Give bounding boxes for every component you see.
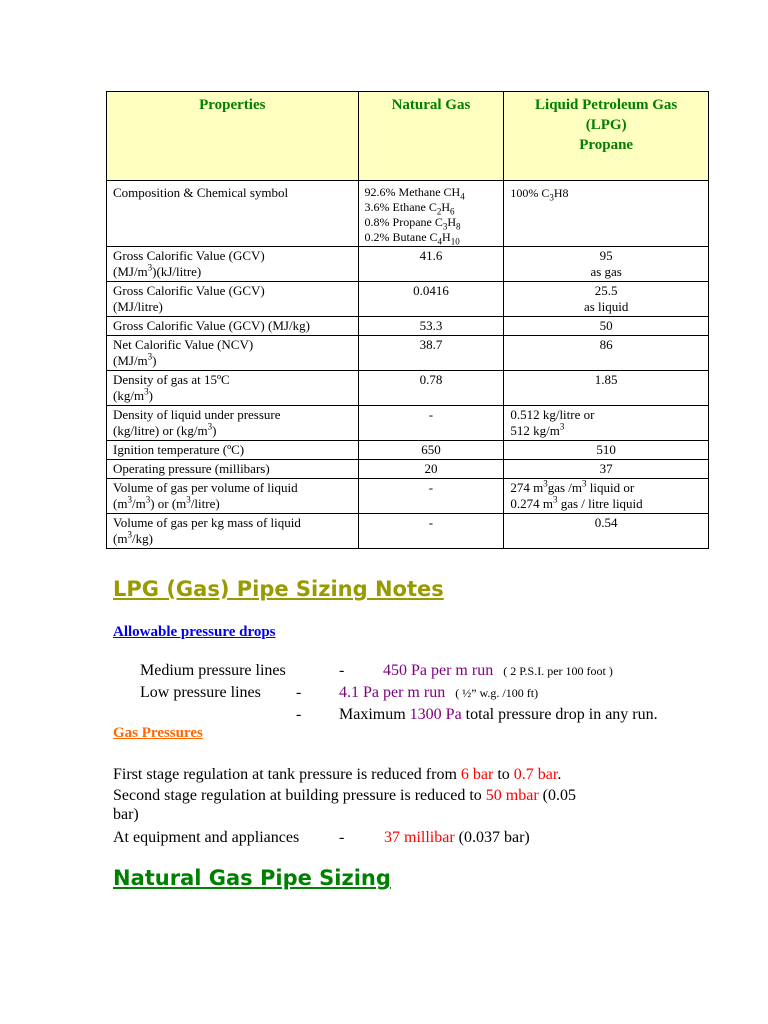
table-row [107, 406, 709, 441]
second-stage-cont: bar) [113, 806, 139, 823]
property-line: $(m^3/m^3)$ or $(m^3/litre)$ [113, 494, 220, 511]
max-dash: - [296, 706, 302, 723]
medium-dash: - [339, 662, 345, 679]
equipment-suffix: (0.037 bar) [458, 829, 530, 846]
lpg-line: 95 [599, 248, 613, 263]
cell-lpg: 510 [504, 441, 709, 460]
low-dash: - [296, 684, 302, 701]
first-stage-to: 0.7 bar [513, 766, 558, 783]
composition-line: 0.8% Propane $C_3H_8$ [364, 215, 461, 232]
table-row [107, 460, 709, 479]
property-line: $(m^3/kg)$ [113, 529, 153, 546]
header-lpg [504, 92, 709, 181]
cell-lpg: 100% $C_3H8$ [504, 181, 709, 247]
table-row [107, 247, 709, 282]
second-stage-line [113, 787, 576, 805]
header-natural-gas: Natural Gas [358, 92, 504, 181]
low-note: ( ½” w.g. /100 ft) [455, 686, 539, 700]
cell-natural-gas: 53.3 [358, 317, 504, 336]
cell-natural-gas: 38.7 [358, 336, 504, 371]
max-suffix: total pressure drop in any run. [465, 706, 658, 723]
first-stage-line [113, 766, 561, 784]
cell-lpg: 86 [504, 336, 709, 371]
cell-property [107, 371, 359, 406]
property-line: Volume of gas per kg mass of liquid [113, 515, 301, 530]
property-line: $(kg/m^3)$ [113, 386, 153, 403]
cell-natural-gas: 650 [358, 441, 504, 460]
lpg-line: 0.512 kg/litre or [510, 407, 595, 422]
table-row [107, 317, 709, 336]
cell-property [107, 247, 359, 282]
natural-gas-pipe-sizing-heading: Natural Gas Pipe Sizing [113, 866, 391, 890]
first-stage-prefix: First stage regulation at tank pressure is reduced from [113, 766, 457, 783]
header-properties: Properties [107, 92, 359, 181]
table-row [107, 371, 709, 406]
max-prefix: Maximum [339, 706, 406, 723]
cell-property [107, 514, 359, 549]
lpg-pipe-sizing-heading: LPG (Gas) Pipe Sizing Notes [113, 577, 444, 601]
lpg-line: as liquid [583, 299, 629, 314]
cell-property [107, 336, 359, 371]
property-line: (MJ/litre) [113, 299, 163, 314]
cell-lpg: 50 [504, 317, 709, 336]
cell-natural-gas [358, 181, 504, 247]
cell-natural-gas: 20 [358, 460, 504, 479]
property-line: Density of liquid under pressure [113, 407, 281, 422]
header-lpg-line3: Propane [579, 137, 634, 153]
cell-natural-gas: 41.6 [358, 247, 504, 282]
cell-property: Operating pressure (millibars) [107, 460, 359, 479]
cell-natural-gas: - [358, 406, 504, 441]
property-line: Gross Calorific Value (GCV) [113, 283, 265, 298]
gas-pressures-heading: Gas Pressures [113, 725, 203, 741]
cell-lpg [504, 282, 709, 317]
second-stage-value: 50 mbar [485, 787, 539, 804]
table-row [107, 479, 709, 514]
first-stage-to-word: to [497, 766, 510, 783]
medium-pressure-line [140, 662, 286, 680]
table-row [107, 441, 709, 460]
cell-property [107, 406, 359, 441]
lpg-line: 0.274 $m^3$ gas / litre liquid [510, 494, 643, 511]
table-row [107, 514, 709, 549]
cell-lpg [504, 406, 709, 441]
table-row [107, 282, 709, 317]
medium-value-line [383, 662, 613, 680]
cell-lpg [504, 479, 709, 514]
allowable-pressure-drops-heading: Allowable pressure drops [113, 624, 276, 640]
medium-note: ( 2 P.S.I. per 100 foot ) [503, 664, 613, 678]
property-line: Net Calorific Value (NCV) [113, 337, 254, 352]
table-row [107, 336, 709, 371]
equipment-label: At equipment and appliances [113, 829, 300, 846]
first-stage-from: 6 bar [460, 766, 494, 783]
low-value-line [339, 684, 538, 702]
property-line: (kg/litre) or $(kg/m^3)$ [113, 421, 217, 438]
header-lpg-line1: Liquid Petroleum Gas [535, 97, 678, 113]
cell-property [107, 282, 359, 317]
property-line: Gross Calorific Value (GCV) [113, 248, 265, 263]
table-header-row [107, 92, 709, 181]
cell-property: Composition & Chemical symbol [107, 181, 359, 247]
second-stage-prefix: Second stage regulation at building pressure is reduced to [113, 787, 482, 804]
property-line: Volume of gas per volume of liquid [113, 480, 298, 495]
header-lpg-line2: (LPG) [585, 117, 627, 133]
lpg-line: 274 $m^3gas$ $/m^3$ liquid or [510, 478, 635, 495]
cell-property: Ignition temperature (ºC) [107, 441, 359, 460]
composition-line: 0.2% Butane $C_4H_{10}$ [364, 230, 460, 247]
second-stage-suffix: (0.05 [542, 787, 576, 804]
cell-property: Gross Calorific Value (GCV) (MJ/kg) [107, 317, 359, 336]
lpg-line: as gas [590, 264, 622, 279]
property-line: Density of gas at 15ºC [113, 372, 230, 387]
low-value: 4.1 Pa per m run [339, 684, 446, 701]
equipment-value: 37 millibar [384, 829, 455, 846]
cell-lpg [504, 247, 709, 282]
property-line: $(MJ/m^3)$ [113, 351, 157, 368]
lpg-line: 25.5 [594, 283, 618, 298]
cell-property [107, 479, 359, 514]
medium-value: 450 Pa per m run [383, 662, 494, 679]
composition-line: 3.6% Ethane $C_2H_6$ [364, 200, 455, 217]
equipment-value-line [384, 829, 530, 847]
lpg-line: 512 $kg/m^3$ [510, 421, 565, 438]
cell-natural-gas: 0.78 [358, 371, 504, 406]
cell-natural-gas: - [358, 514, 504, 549]
cell-lpg: 1.85 [504, 371, 709, 406]
cell-lpg: 37 [504, 460, 709, 479]
low-label: Low pressure lines [140, 684, 261, 701]
cell-natural-gas: - [358, 479, 504, 514]
composition-line: 92.6% Methane $CH_4$ [364, 185, 465, 202]
first-stage-end: . [557, 766, 562, 783]
medium-label: Medium pressure lines [140, 662, 286, 679]
table-row [107, 181, 709, 247]
equipment-dash: - [339, 829, 345, 846]
cell-natural-gas: 0.0416 [358, 282, 504, 317]
max-line [339, 706, 658, 724]
max-value: 1300 Pa [409, 706, 462, 723]
cell-lpg: 0.54 [504, 514, 709, 549]
property-line: $(MJ/m^3)(kJ/litre)$ [113, 262, 202, 279]
properties-table [106, 91, 709, 549]
